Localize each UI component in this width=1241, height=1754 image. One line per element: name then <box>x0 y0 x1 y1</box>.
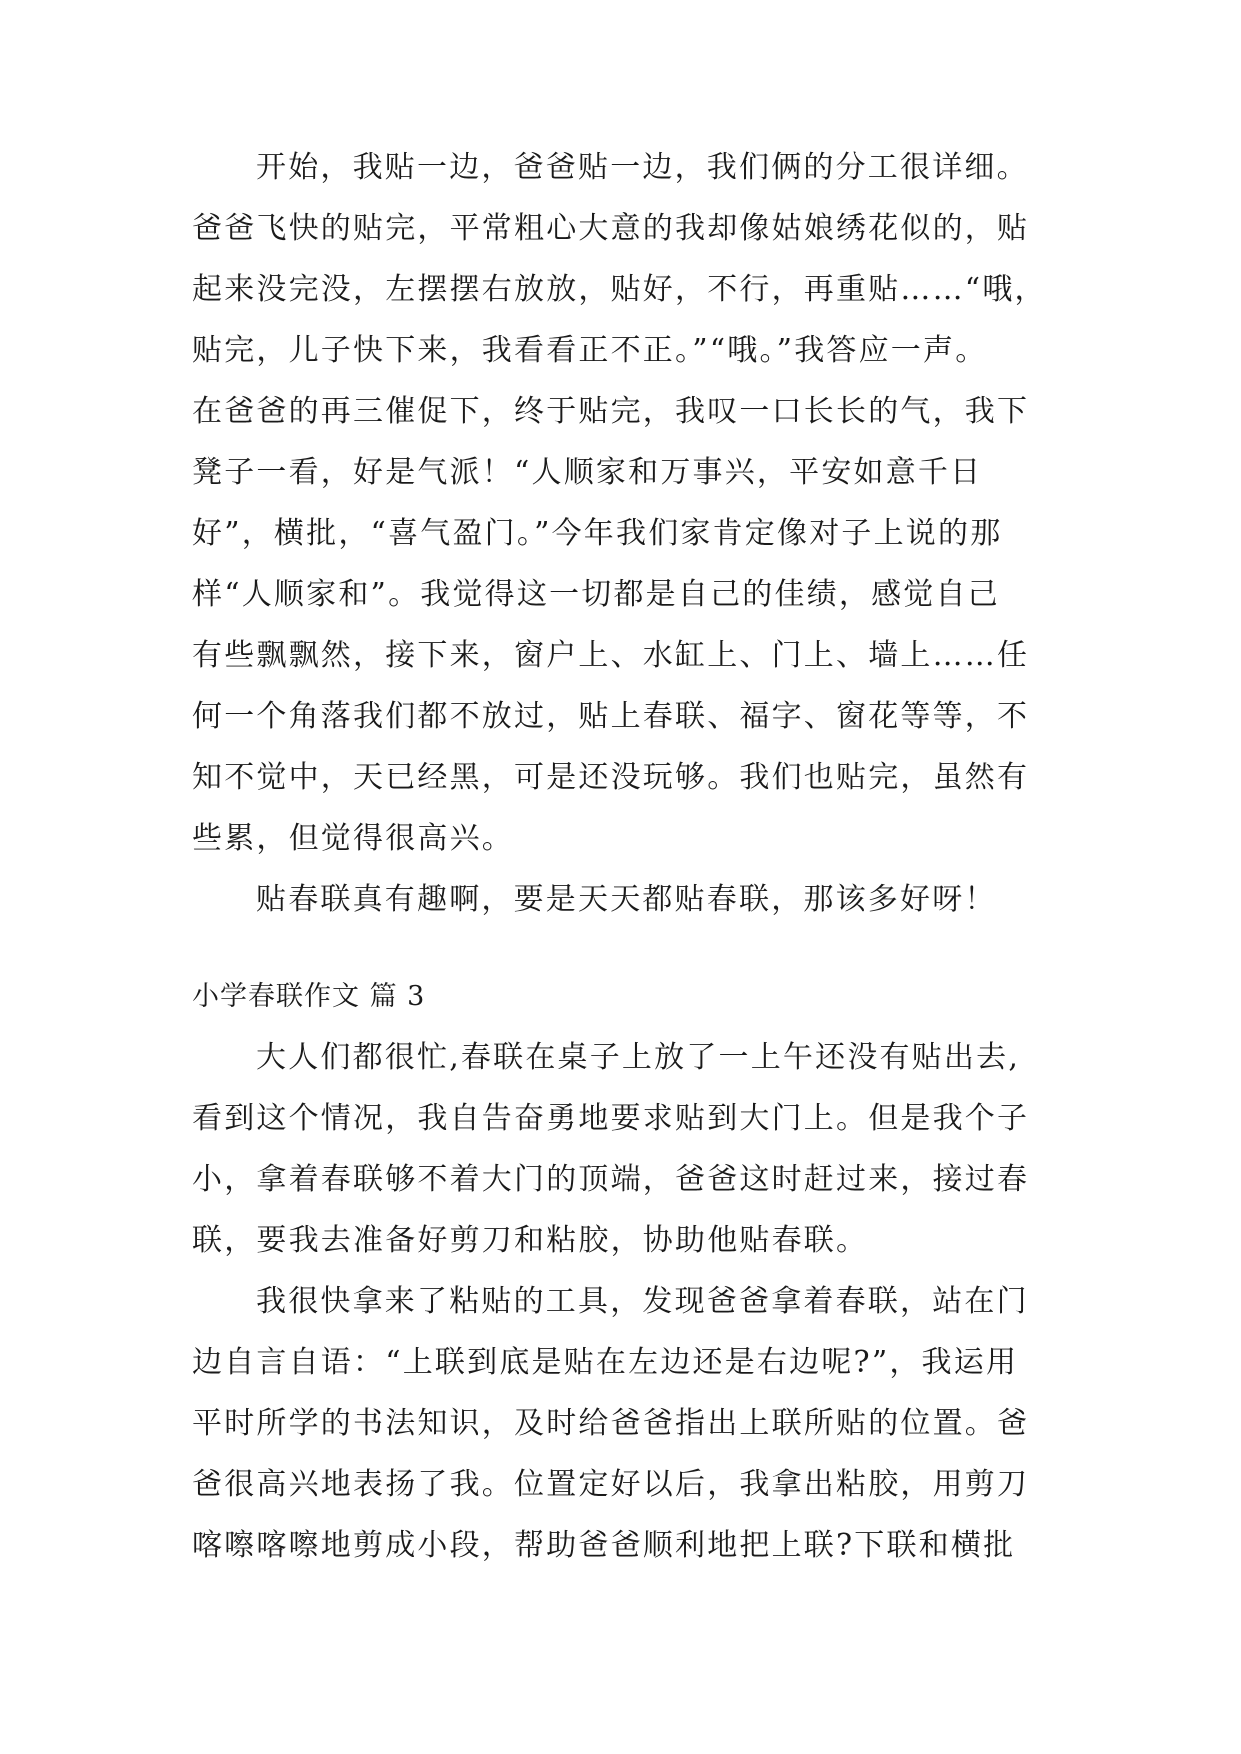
text-line: 大人们都很忙,春联在桌子上放了一上午还没有贴出去, <box>256 1040 1021 1075</box>
text-line: 些累，但觉得很高兴。 <box>192 821 514 856</box>
text-line: 有些飘飘然，接下来，窗户上、水缸上、门上、墙上……任 <box>192 638 1030 673</box>
text-line: 爸爸飞快的贴完，平常粗心大意的我却像姑娘绣花似的，贴 <box>192 211 1030 246</box>
text-line: 平时所学的书法知识，及时给爸爸指出上联所贴的位置。爸 <box>192 1406 1030 1441</box>
text-line: 看到这个情况，我自告奋勇地要求贴到大门上。但是我个子 <box>192 1101 1030 1136</box>
essay-section-bottom <box>192 966 1052 1576</box>
text-line: 好”，横批，“喜气盈门。”今年我们家肯定像对子上说的那 <box>192 516 1003 551</box>
text-line: 贴完，儿子快下来，我看看正不正。”“哦。”我答应一声。 <box>192 333 988 368</box>
text-line: 样“人顺家和”。我觉得这一切都是自己的佳绩，感觉自己 <box>192 577 1000 612</box>
text-line: 小，拿着春联够不着大门的顶端，爸爸这时赶过来，接过春 <box>192 1162 1030 1197</box>
text-line: 喀嚓喀嚓地剪成小段，帮助爸爸顺利地把上联?下联和横批 <box>192 1528 1016 1563</box>
text-line: 开始，我贴一边，爸爸贴一边，我们俩的分工很详细。 <box>256 150 1029 185</box>
text-line: 知不觉中，天已经黑，可是还没玩够。我们也贴完，虽然有 <box>192 760 1030 795</box>
paragraph <box>192 1027 1052 1271</box>
text-line: 我很快拿来了粘贴的工具，发现爸爸拿着春联，站在门 <box>256 1284 1029 1319</box>
text-line: 边自言自语：“上联到底是贴在左边还是右边呢?”，我运用 <box>192 1345 1019 1380</box>
text-line: 联，要我去准备好剪刀和粘胶，协助他贴春联。 <box>192 1223 869 1258</box>
paragraph <box>192 1271 1052 1576</box>
paragraph <box>192 137 1052 869</box>
text-line: 贴春联真有趣啊，要是天天都贴春联，那该多好呀！ <box>256 882 997 917</box>
text-line: 爸很高兴地表扬了我。位置定好以后，我拿出粘胶，用剪刀 <box>192 1467 1030 1502</box>
text-line: 起来没完没，左摆摆右放放，贴好，不行，再重贴……“哦， <box>192 272 1047 307</box>
text-line: 在爸爸的再三催促下，终于贴完，我叹一口长长的气，我下 <box>192 394 1030 429</box>
text-line: 何一个角落我们都不放过，贴上春联、福字、窗花等等，不 <box>192 699 1030 734</box>
essay-section-top <box>192 137 1052 930</box>
text-line: 凳子一看，好是气派！“人顺家和万事兴，平安如意千日 <box>192 455 983 490</box>
section-heading: 小学春联作文 篇 3 <box>192 981 426 1012</box>
paragraph <box>192 869 1052 930</box>
